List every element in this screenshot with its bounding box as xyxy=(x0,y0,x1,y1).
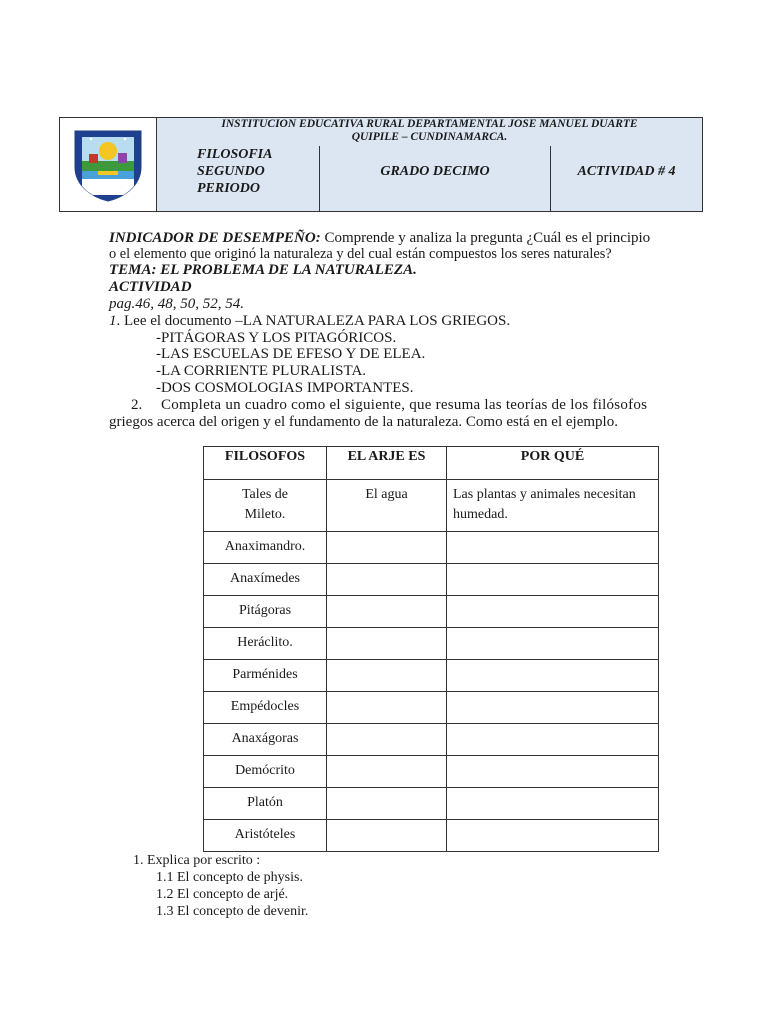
table-row xyxy=(204,596,659,628)
arje-cell[interactable] xyxy=(327,660,447,692)
philosopher-name: Heráclito. xyxy=(204,628,327,660)
example-why-1: Las plantas y animales necesitan xyxy=(453,487,636,502)
actividad-heading: ACTIVIDAD xyxy=(109,279,192,295)
why-cell[interactable] xyxy=(447,692,659,724)
item-1-number: 1 xyxy=(109,313,117,329)
philosopher-name: Demócrito xyxy=(204,756,327,788)
table-row xyxy=(204,564,659,596)
why-cell[interactable] xyxy=(447,628,659,660)
header-subject-row xyxy=(157,146,702,211)
example-why-2: humedad. xyxy=(453,507,508,522)
philosopher-name: Aristóteles xyxy=(204,820,327,852)
item-1-sub-1: -PITÁGORAS Y LOS PITAGÓRICOS. xyxy=(156,330,397,346)
table-row xyxy=(204,724,659,756)
item-1-sub-4: -DOS COSMOLOGIAS IMPORTANTES. xyxy=(156,380,414,396)
table-row xyxy=(204,820,659,852)
arje-cell[interactable] xyxy=(327,596,447,628)
actividad-pages: pag.46, 48, 50, 52, 54. xyxy=(109,296,244,312)
school-crest-logo xyxy=(69,127,147,203)
example-philosopher xyxy=(204,480,327,532)
example-why xyxy=(447,480,659,532)
document-header xyxy=(59,117,703,212)
why-cell[interactable] xyxy=(447,532,659,564)
philosopher-name: Platón xyxy=(204,788,327,820)
logo-cell xyxy=(60,118,157,211)
header-filosofos: FILOSOFOS xyxy=(204,447,327,480)
table-row xyxy=(204,660,659,692)
arje-cell[interactable] xyxy=(327,724,447,756)
why-cell[interactable] xyxy=(447,788,659,820)
table-row xyxy=(204,756,659,788)
why-cell[interactable] xyxy=(447,756,659,788)
header-arje: EL ARJE ES xyxy=(327,447,447,480)
arje-cell[interactable] xyxy=(327,756,447,788)
institution-name xyxy=(157,118,702,146)
table-header-row xyxy=(204,447,659,480)
why-cell[interactable] xyxy=(447,724,659,756)
subject-name: FILOSOFIA xyxy=(197,147,273,162)
why-cell[interactable] xyxy=(447,596,659,628)
why-cell[interactable] xyxy=(447,820,659,852)
tema-line xyxy=(109,262,661,279)
why-cell[interactable] xyxy=(447,660,659,692)
institution-line-2: QUIPILE – CUNDINAMARCA. xyxy=(351,131,508,143)
indicator-line-1 xyxy=(109,230,661,247)
institution-line-1: INSTITUCION EDUCATIVA RURAL DEPARTAMENTAL JOSE MANUEL DUARTE xyxy=(221,118,638,130)
table-row xyxy=(204,532,659,564)
subject-cell xyxy=(157,146,319,211)
arje-cell[interactable] xyxy=(327,788,447,820)
item-1-sub-3: -LA CORRIENTE PLURALISTA. xyxy=(156,363,367,379)
subject-period-2: PERIODO xyxy=(197,181,261,196)
tema-label: TEMA xyxy=(109,262,152,278)
table-row xyxy=(204,788,659,820)
example-name-1: Tales de xyxy=(241,487,289,502)
why-cell[interactable] xyxy=(447,564,659,596)
indicator-text-2: o el elemento que originó la naturaleza y del cual están compuestos los seres naturales? xyxy=(109,246,612,262)
item-2-text-1: Completa un cuadro como el siguiente, que resuma las teorías de los filósofos xyxy=(161,397,648,413)
indicator-line-2 xyxy=(109,246,661,263)
arje-cell[interactable] xyxy=(327,532,447,564)
header-info-area xyxy=(157,118,702,211)
item-2-number: 2. xyxy=(131,397,143,413)
arje-cell[interactable] xyxy=(327,628,447,660)
final-item-2: 1.2 El concepto de arjé. xyxy=(156,887,289,902)
example-name-2: Mileto. xyxy=(244,507,286,522)
philosopher-name: Anaxímedes xyxy=(204,564,327,596)
subject-period-1: SEGUNDO xyxy=(197,164,265,179)
final-heading: 1. Explica por escrito : xyxy=(133,853,261,868)
table-row xyxy=(204,628,659,660)
final-item-1: 1.1 El concepto de physis. xyxy=(156,870,303,885)
header-por-que: POR QUÉ xyxy=(447,447,659,480)
indicator-text-1: Comprende y analiza la pregunta ¿Cuál es el principio xyxy=(320,230,651,246)
example-arje: El agua xyxy=(327,480,447,532)
item-2-text-2: griegos acerca del origen y el fundamento de la naturaleza. Como está en el ejemplo. xyxy=(109,414,618,430)
table-row xyxy=(204,692,659,724)
item-1-text: . Lee el documento –LA NATURALEZA PARA LOS GRIEGOS. xyxy=(116,313,511,329)
philosopher-name: Pitágoras xyxy=(204,596,327,628)
philosopher-name: Anaxágoras xyxy=(204,724,327,756)
philosophers-table xyxy=(203,446,659,852)
philosopher-name: Anaximandro. xyxy=(204,532,327,564)
arje-cell[interactable] xyxy=(327,820,447,852)
philosopher-name: Parménides xyxy=(204,660,327,692)
activity-cell xyxy=(550,146,702,211)
item-1-line xyxy=(109,313,661,330)
activity-label: ACTIVIDAD # 4 xyxy=(577,164,676,179)
item-1-sub-2: -LAS ESCUELAS DE EFESO Y DE ELEA. xyxy=(156,346,426,362)
tema-text: : EL PROBLEMA DE LA NATURALEZA. xyxy=(151,262,417,278)
final-item-3: 1.3 El concepto de devenir. xyxy=(156,904,309,919)
arje-cell[interactable] xyxy=(327,692,447,724)
table-row-example xyxy=(204,480,659,532)
arje-cell[interactable] xyxy=(327,564,447,596)
philosopher-name: Empédocles xyxy=(204,692,327,724)
grade-label: GRADO DECIMO xyxy=(380,164,490,179)
indicator-label: INDICADOR DE DESEMPEÑO: xyxy=(109,230,321,246)
grade-cell xyxy=(319,146,550,211)
